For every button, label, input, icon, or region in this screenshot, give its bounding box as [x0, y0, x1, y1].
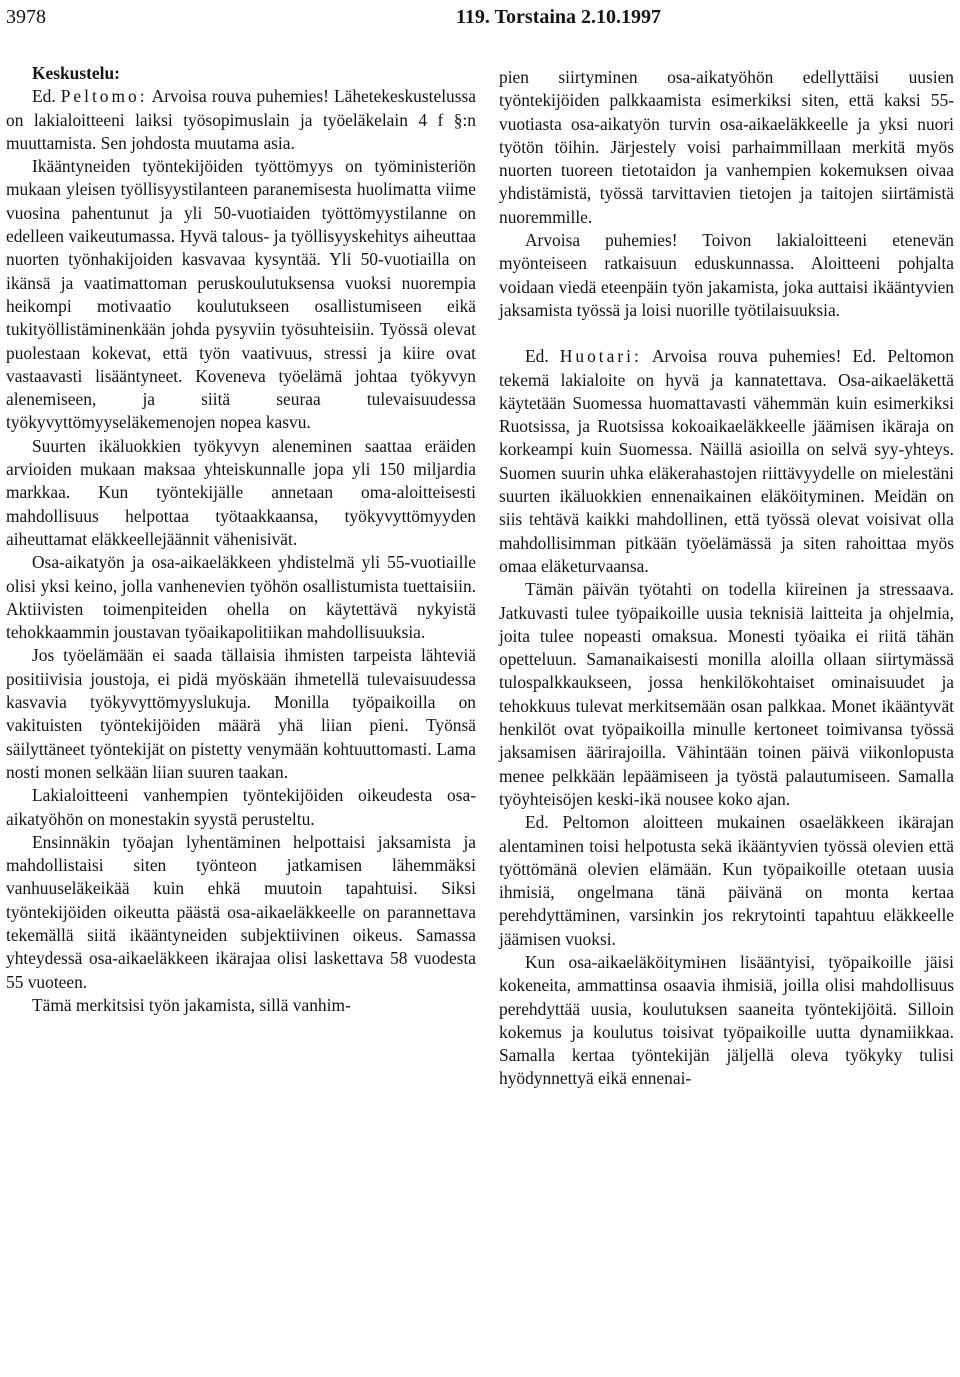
paragraph: Suurten ikäluokkien työkyvyn aleneminen saattaa eräiden arvioiden mukaan maksaa yhteiskunnalle jopa yli 150 miljardia markkaa. Kun työntekijälle annetaan oma-aloitteisesti mahdollisuus helpottaa työtaakkaansa, työkyvyttömyyden aiheuttamat eläkkeellejäännit vähenisivät.: [6, 435, 476, 549]
paragraph: Tämä merkitsisi työn jakamista, sillä vanhim-: [32, 994, 351, 1015]
paragraph: Jos työelämään ei saada tällaisia ihmisten tarpeista lähteviä positiivisia joustoja, ei pidä myöskään ihmetellä tulevaisuudessa kasvavia työkyvyttömyyslukuja. Monilla työpaikoilla on vakituisten työntekijöiden määrä yhä liian pieni. Työnsä säilyttäneet työntekijät on pistetty venymään kohtuuttomasti. Lama nosti monen selkään liian suuren taakan.: [6, 645, 476, 782]
paragraph: Kun osa-aikaeläköitymінen lisääntyisi, työpaikoille jäisi kokeneita, ammattinsa osaavia ihmisiä, joilla olisi mahdollisuus perehdyttää uusia, koulutuksen saaneita työntekijöitä. Silloin kokemus ja koulutus toisivat työpaikoille uutta dynamiikkaa. Samalla kertaa työntekijän jäljellä oleva työkyky tulisi hyödynnettyä eikä ennenai-: [499, 951, 954, 1089]
paragraph-text: Arvoisa rouva puhemies! Lähetekeskustelussa on lakialoitteeni laiksi työsopimuslain ja työeläkelain 4 f §:n muuttamista. Sen johdosta muutama asia.: [6, 86, 476, 153]
paragraph: Lakialoitteeni vanhempien työntekijöiden oikeudesta osa-aikatyöhön on monestakin syystä perusteltu.: [6, 785, 476, 829]
speaker-title: Ed.: [32, 86, 56, 107]
speech-paragraph: [6, 85, 476, 155]
paragraph: Ed. Peltomon aloitteen mukainen osaeläkkeen ikärajan alentaminen toisi helpotusta sekä ikääntyvien työssä olevien että työttömänä olevien elämään. Kun työpaikoille otetaan uusia ihmisiä, ongelmana tänä päivänä on monta kertaa perehdyttäminen, varsinkin jos rekrytointi tapahtuu eläkkeelle jäämisen vuoksi.: [499, 812, 954, 949]
speaker-name: Peltomo:: [60, 86, 148, 107]
paragraph: Ensinnäkin työajan lyhentäminen helpottaisi jaksamista ja mahdollistaisi siten työnteon jatkamisen lähemmäksi vanhuuseläkeikää kuin ehkä muutoin tapahtuisi. Siksi työntekijöiden oikeutta päästä osa-aikaeläkkeelle on parannettava tekemällä siitä ikääntyneiden subjektiivinen oikeus. Samassa yhteydessä osa-aikaeläkkeen ikärajaa olisi laskettava 58 vuodesta 55 vuoteen.: [6, 831, 476, 992]
paragraph-text: Arvoisa rouva puhemies! Ed. Peltomon tekemä lakialoite on hyvä ja kannatettava. Osa-aikaeläkettä käytetään Suomessa huomattavasti vähemmän kuin esimerkiksi Ruotsissa, ja Ruotsissa kokoaikaeläkkeelle jäämisen ikäraja on korkeampi kuin Suomessa. Näillä asioilla on selvä syy-yhteys. Suomen suurin uhka eläkerahastojen riittävyydelle on mielestäni suurten ikäluokkien ennenaikainen eläköityminen. Meidän on siis tehtävä kaikki mahdollinen, että työssä olevat voisivat olla mahdollisimman pitkään työelämässä ja siten rahoittaa myös omaa eläketurvaansa.: [499, 346, 954, 576]
section-heading: Keskustelu:: [32, 63, 120, 83]
paragraph: Tämän päivän työtahti on todella kiireinen ja stressaava. Jatkuvasti tulee työpaikoille uusia teknisiä laitteita ja ohjelmia, joita tulee nopeasti omaksua. Monesti työaika ei riitä tähän opetteluun. Samanaikaisesti monilla aloilla ollaan siirtymässä tulospalkkaukseen, jossa henkilökohtaiset ominaisuudet ja tehokkuus tulevat merkitsemään osan palkkaa. Monet ikääntyvät henkilöt ovat työpaikoilla minulle kertoneet toimivansa työssä jaksamisen äärirajoilla. Vähintään toinen päivä viikonlopusta menee pelkkään lepäämiseen ja työstä palautumiseen. Samalla työyhteisöjen keski-ikä nousee koko ajan.: [499, 579, 954, 809]
page-header: [6, 4, 956, 30]
paragraph: pien siirtyminen osa-aikatyöhön edellyttäisi uusien työntekijöiden palkkaamista esimerkiksi siten, että kaksi 55-vuotiasta osa-aikatyön turvin osa-aikaeläkkeelle ja yksi nuori työtön töihin. Järjestely voisi parhaimmillaan merkitä myös nuorten tuoreen tietotaidon ja vanhempien kokemuksen oivaa yhdistämistä, työssä tarvittavien tietojen ja taitojen siirtämistä nuoremmille.: [499, 67, 954, 227]
speaker-title: Ed.: [525, 346, 549, 367]
left-column: [6, 62, 476, 1017]
page-number: 3978: [6, 6, 46, 28]
paragraph: Osa-aikatyön ja osa-aikaeläkkeen yhdistelmä yli 55-vuotiaille olisi yksi keino, jolla vanhenevien työhön osallistumista tuettaisiin. Aktiivisten toimenpiteiden ohella on käytettävä nykyistä tehokkaammin joustavan työaikapolitiikan mahdollisuuksia.: [6, 552, 476, 643]
session-info: 119. Torstaina 2.10.1997: [456, 6, 662, 28]
paragraph: Ikääntyneiden työntekijöiden työttömyys on työministeriön mukaan yleisen työllisyystilanteen paranemisesta huolimatta viime vuosina pahentunut ja yli 50-vuotiaiden työttömyystilanne on edelleen vaikeutumassa. Hyvä talous- ja työllisyyskehitys aiheuttaa nuorten työnhakijoiden kasvavaa kysyntää. Yli 50-vuotiailla on ikänsä ja vaatimattoman peruskoulutuksensa vuoksi nuorempia heikompi motivaatio koulutukseen osallistumiseen eikä tukityöllistäminenkään johda pysyviin työsuhteisiin. Työssä olevat puolestaan kokevat, että työn vaativuus, stressi ja kiire ovat vastaavasti lisääntyneet. Koveneva työelämä johtaa työkyvyn alenemiseen, ja siitä seuraa tulevaisuudessa työkyvyttömyyseläkemenojen nopea kasvu.: [6, 156, 476, 433]
paragraph: Arvoisa puhemies! Toivon lakialoitteeni etenevän myönteiseen ratkaisuun eduskunnassa. Aloitteeni pohjalta voidaan viedä eteenpäin työn jakamista, joka auttaisi ikääntyvien jaksamista työssä ja loisi nuorille työtilaisuuksia.: [499, 230, 954, 320]
speaker-name: Huotari:: [559, 346, 642, 367]
speech-paragraph: [499, 345, 954, 578]
right-column: [499, 66, 954, 1091]
